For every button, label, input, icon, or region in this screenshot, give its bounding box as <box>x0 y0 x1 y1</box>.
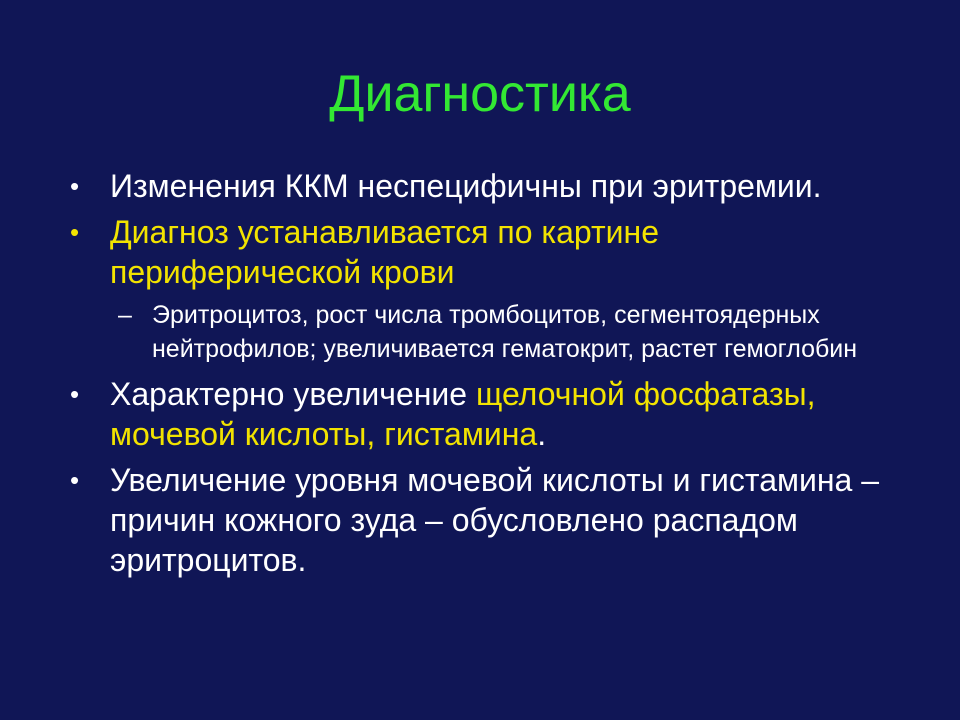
sub-bullet-text: Эритроцитоз, рост числа тромбоцитов, сегментоядерных нейтрофилов; увеличивается гематокрит, растет гемоглобин <box>152 301 858 363</box>
bullet-text-plain: Характерно увеличение <box>110 376 476 412</box>
bullet-item <box>70 212 900 292</box>
bullet-text: Диагноз устанавливается по картине периферической крови <box>110 214 659 290</box>
bullet-item <box>70 374 900 454</box>
bullet-text-end: . <box>537 416 547 452</box>
bullet-item <box>70 460 900 580</box>
bullet-item <box>70 166 900 206</box>
sub-bullet-item <box>70 298 900 366</box>
bullet-text: Увеличение уровня мочевой кислоты и гистамина – причин кожного зуда – обусловлено распадом эритроцитов. <box>110 462 880 578</box>
slide-title: Диагностика <box>329 65 631 123</box>
bullet-text-highlight: щелочной фосфатазы, мочевой кислоты, гистамина <box>110 376 816 452</box>
bullet-marker: • <box>70 217 80 247</box>
slide-content <box>70 166 900 586</box>
bullet-marker: • <box>70 171 80 201</box>
bullet-marker: • <box>70 465 80 495</box>
bullet-marker: • <box>70 379 80 409</box>
bullet-text: Изменения ККМ неспецифичны при эритремии. <box>110 168 822 204</box>
sub-bullet-marker: – <box>118 301 132 329</box>
